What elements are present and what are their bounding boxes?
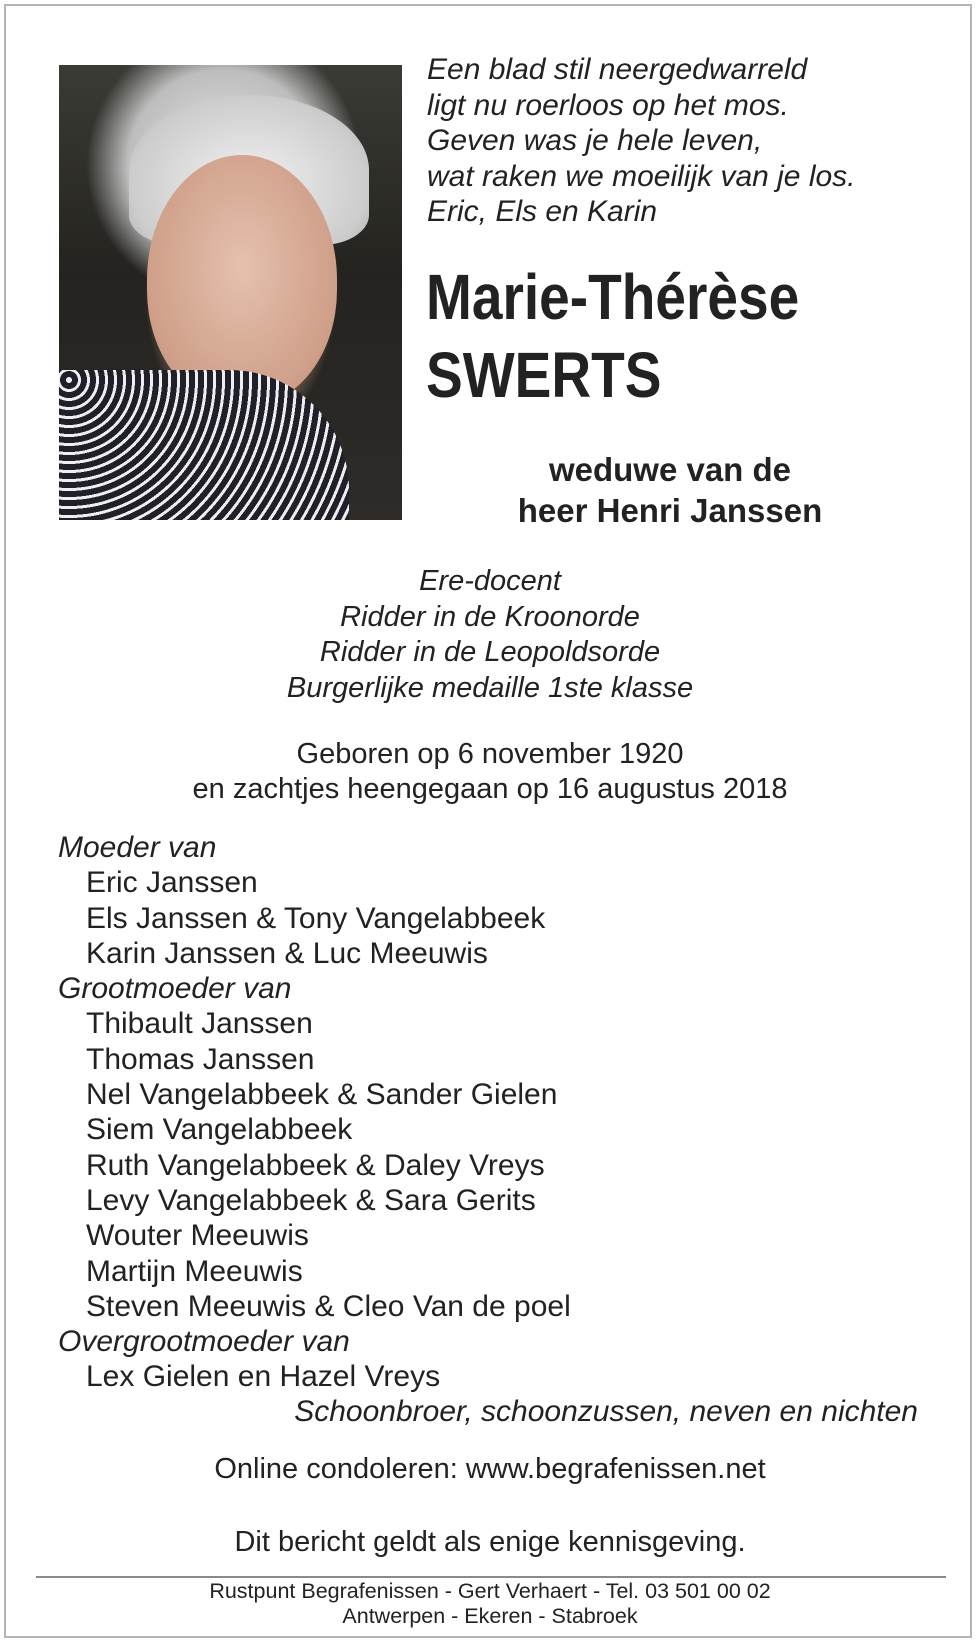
- online-condolence: Online condoleren: www.begrafenissen.net: [214, 1453, 766, 1485]
- title-line: Ridder in de Leopoldsorde: [319, 636, 661, 668]
- notice-text: Dit bericht geldt als enige kennisgeving.: [234, 1526, 746, 1558]
- death-date: en zachtjes heengegaan op 16 augustus 2018: [192, 773, 788, 805]
- footer-line-2: Antwerpen - Ekeren - Stabroek: [342, 1604, 638, 1628]
- poem-line: Geven was je hele leven,: [427, 124, 763, 157]
- first-name: Marie-Thérèse: [426, 261, 800, 333]
- footer-line-1: Rustpunt Begrafenissen - Gert Verhaert - Tel. 03 501 00 02: [209, 1579, 771, 1603]
- title-line: Burgerlijke medaille 1ste klasse: [286, 671, 694, 704]
- honorary-titles: [0, 564, 980, 706]
- grandchild-item: Ruth Vangelabbeek & Daley Vreys: [86, 1148, 545, 1182]
- poem: [427, 52, 856, 230]
- child-item: Karin Janssen & Luc Meeuwis: [86, 936, 488, 970]
- grandchild-item: Levy Vangelabbeek & Sara Gerits: [86, 1183, 536, 1217]
- grandchild-item: Steven Meeuwis & Cleo Van de poel: [86, 1289, 571, 1323]
- footer-divider: [36, 1576, 946, 1578]
- portrait-photo: [59, 65, 402, 520]
- grandchild-item: Wouter Meeuwis: [86, 1219, 309, 1253]
- grandmother-heading: Grootmoeder van: [58, 972, 292, 1006]
- poem-line: ligt nu roerloos op het mos.: [427, 88, 789, 122]
- poem-line: wat raken we moeilijk van je los.: [427, 159, 856, 193]
- mother-heading: Moeder van: [58, 831, 217, 864]
- grandchild-item: Nel Vangelabbeek & Sander Gielen: [86, 1078, 558, 1112]
- great-grandchild-item: Lex Gielen en Hazel Vreys: [86, 1360, 441, 1394]
- deceased-name: [426, 258, 799, 414]
- grandchild-item: Siem Vangelabbeek: [86, 1113, 353, 1147]
- title-line: Ere-docent: [419, 565, 561, 597]
- child-item: Eric Janssen: [86, 866, 258, 900]
- child-item: Els Janssen & Tony Vangelabbeek: [86, 901, 546, 935]
- grandchild-item: Thibault Janssen: [86, 1007, 313, 1041]
- poem-signature: Eric, Els en Karin: [427, 195, 658, 228]
- grandchild-item: Martijn Meeuwis: [86, 1254, 303, 1288]
- portrait-face: [147, 155, 337, 405]
- footer: [0, 1579, 980, 1629]
- last-name: SWERTS: [426, 339, 662, 411]
- life-dates: [0, 737, 980, 807]
- in-laws: Schoonbroer, schoonzussen, neven en nichten: [294, 1395, 918, 1428]
- birth-date: Geboren op 6 november 1920: [296, 738, 684, 770]
- grandchild-item: Thomas Janssen: [86, 1042, 315, 1076]
- widow-of: [440, 449, 900, 531]
- title-line: Ridder in de Kroonorde: [340, 600, 640, 633]
- great-grandmother-heading: Overgrootmoeder van: [58, 1325, 350, 1359]
- poem-line: Een blad stil neergedwarreld: [427, 53, 808, 86]
- portrait-scarf: [59, 370, 349, 520]
- family-list: [58, 830, 571, 1395]
- widow-line-2: heer Henri Janssen: [517, 492, 823, 529]
- widow-line-1: weduwe van de: [548, 451, 792, 488]
